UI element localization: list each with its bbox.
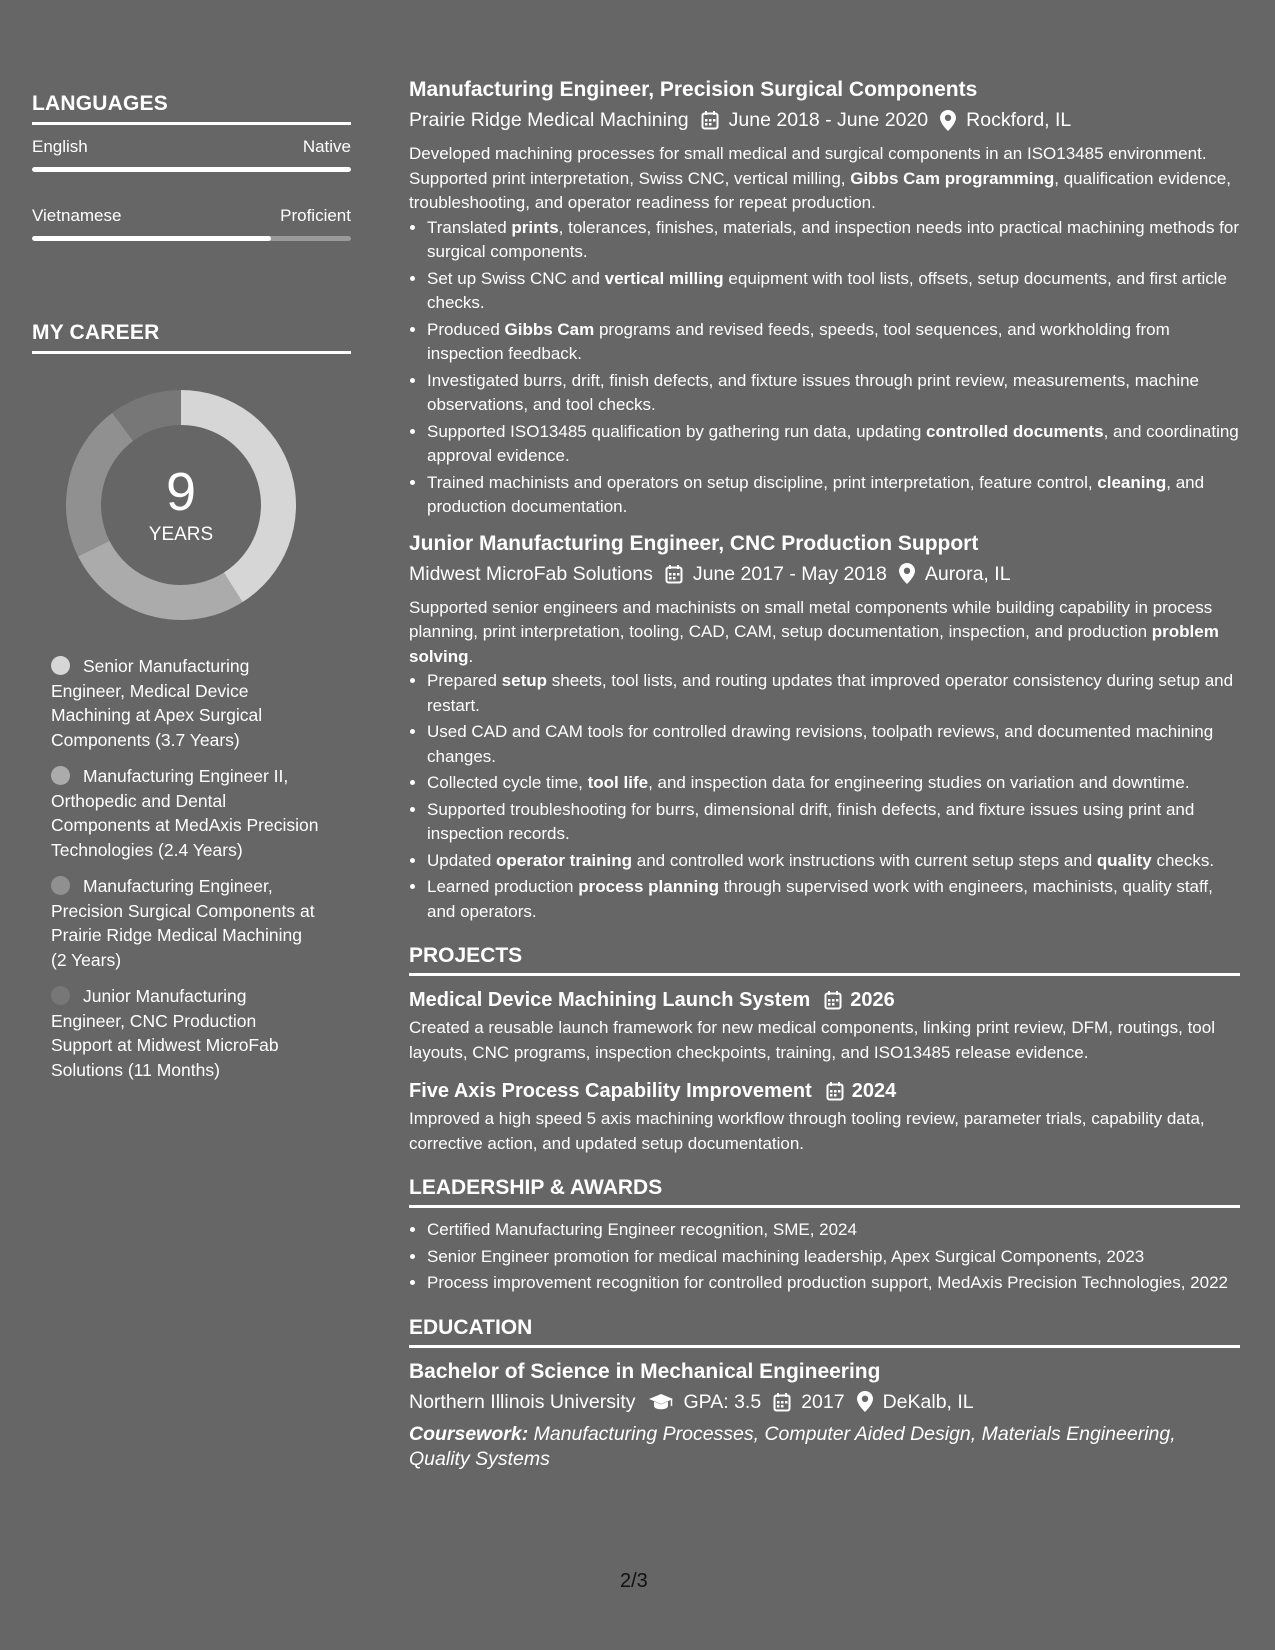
- career-legend-text: Manufacturing Engineer II, Orthopedic and Dental Components at MedAxis Precision Technologies (2.4 Years): [51, 766, 319, 860]
- education-year: 2017: [801, 1390, 845, 1413]
- language-vietnamese: [32, 206, 351, 241]
- job-bullet: • Investigated burrs, drift, finish defects, and fixture issues through print review, measurements, machine observations, and tool checks.: [427, 369, 1240, 418]
- language-english: [32, 137, 351, 172]
- job-description: Supported senior engineers and machinists on small metal components while building capability in process planning, print interpretation, tooling, CAD, CAM, setup documentation, inspection, and production problem solving.: [409, 597, 1219, 666]
- career-legend-item: [51, 874, 321, 972]
- language-name: Vietnamese: [32, 206, 122, 225]
- job-company: Prairie Ridge Medical Machining: [409, 109, 689, 131]
- legend-dot-icon: [51, 766, 70, 785]
- education-meta: [409, 1388, 1240, 1416]
- main-content: [409, 76, 1240, 1472]
- job-entry: [409, 76, 1240, 520]
- calendar-icon: [701, 110, 719, 130]
- job-bullets: [409, 216, 1240, 520]
- project-title: Medical Device Machining Launch System: [409, 989, 811, 1011]
- project-title: Five Axis Process Capability Improvement: [409, 1080, 812, 1102]
- language-level: Native: [302, 137, 351, 156]
- project-description: Improved a high speed 5 axis machining workflow through tooling review, parameter trials, capability data, corrective action, and updated setup documentation.: [409, 1109, 1205, 1153]
- language-level: Proficient: [280, 206, 351, 225]
- graduation-cap-icon: [648, 1393, 674, 1411]
- job-entry: [409, 530, 1240, 925]
- location-pin-icon: [857, 1391, 873, 1412]
- languages-heading: LANGUAGES: [32, 92, 351, 125]
- career-legend-item: [51, 984, 321, 1082]
- project-entry: [409, 1077, 1240, 1156]
- job-bullet: • Supported troubleshooting for burrs, dimensional drift, finish defects, and fixture issues using print and inspection records.: [427, 798, 1240, 847]
- language-name: English: [32, 137, 88, 156]
- job-bullet: • Translated prints, tolerances, finishes, materials, and inspection needs into practical machining methods for surgical components.: [427, 216, 1240, 265]
- job-location: Aurora, IL: [924, 562, 1011, 585]
- calendar-icon: [773, 1392, 791, 1412]
- job-title: Manufacturing Engineer, Precision Surgical Components: [409, 78, 978, 101]
- education-heading: EDUCATION: [409, 1316, 1240, 1348]
- career-heading: MY CAREER: [32, 321, 351, 354]
- job-bullet: • Collected cycle time, tool life, and inspection data for engineering studies on variation and downtime.: [427, 771, 1240, 796]
- project-title-row: [409, 1077, 1240, 1105]
- job-bullets: [409, 669, 1240, 924]
- education-gpa: GPA: 3.5: [683, 1390, 762, 1413]
- job-company: Midwest MicroFab Solutions: [409, 562, 653, 585]
- location-pin-icon: [940, 110, 956, 131]
- project-year: 2026: [850, 989, 895, 1011]
- coursework-list: Manufacturing Processes, Computer Aided Design, Materials Engineering, Quality Systems: [409, 1422, 1176, 1470]
- education-coursework: [409, 1422, 1240, 1472]
- career-total-label: YEARS: [148, 524, 214, 545]
- job-dates: June 2017 - May 2018: [692, 562, 887, 585]
- education-location: DeKalb, IL: [882, 1390, 974, 1413]
- education-degree: Bachelor of Science in Mechanical Engineering: [409, 1359, 881, 1383]
- job-bullet: • Set up Swiss CNC and vertical milling equipment with tool lists, offsets, setup documents, and first article checks.: [427, 267, 1240, 316]
- job-meta: [409, 560, 1240, 588]
- awards-heading: LEADERSHIP & AWARDS: [409, 1176, 1240, 1208]
- career-legend-text: Manufacturing Engineer, Precision Surgical Components at Prairie Ridge Medical Machining (2 Years): [51, 876, 315, 970]
- job-bullet: • Used CAD and CAM tools for controlled drawing revisions, toolpath reviews, and documented machining changes.: [427, 720, 1240, 769]
- calendar-icon: [665, 564, 683, 584]
- job-bullet: • Trained machinists and operators on setup discipline, print interpretation, feature control, cleaning, and production documentation.: [427, 471, 1240, 520]
- career-donut-chart: [66, 390, 296, 620]
- coursework-label: Coursework:: [409, 1422, 529, 1445]
- project-title-row: [409, 986, 1240, 1014]
- career-legend-text: Junior Manufacturing Engineer, CNC Production Support at Midwest MicroFab Solutions (11 Months): [51, 986, 279, 1080]
- career-total-years: 9: [165, 462, 197, 522]
- project-description: Created a reusable launch framework for new medical components, linking print review, DFM, routings, tool layouts, CNC programs, inspection checkpoints, training, and ISO13485 release evidence.: [409, 1018, 1215, 1062]
- job-title: Junior Manufacturing Engineer, CNC Production Support: [409, 531, 979, 555]
- legend-dot-icon: [51, 656, 70, 675]
- calendar-icon: [826, 1081, 844, 1101]
- legend-dot-icon: [51, 876, 70, 895]
- job-bullet: • Prepared setup sheets, tool lists, and routing updates that improved operator consistency during setup and restart.: [427, 669, 1240, 718]
- career-legend-item: [51, 764, 321, 862]
- job-location: Rockford, IL: [966, 109, 1072, 131]
- job-bullet: • Supported ISO13485 qualification by gathering run data, updating controlled documents, and coordinating approval evidence.: [427, 420, 1240, 469]
- education-school: Northern Illinois University: [409, 1390, 636, 1413]
- language-bar-fill: [32, 236, 271, 241]
- project-entry: [409, 986, 1240, 1065]
- job-bullet: • Updated operator training and controlled work instructions with current setup steps and quality checks.: [427, 849, 1240, 874]
- calendar-icon: [824, 990, 842, 1010]
- job-bullet: • Learned production process planning through supervised work with engineers, machinists, quality staff, and operators.: [427, 875, 1240, 924]
- location-pin-icon: [899, 563, 915, 584]
- language-bar: [32, 236, 351, 241]
- sidebar: [32, 92, 351, 1094]
- awards-list: [409, 1218, 1240, 1296]
- career-legend-item: [51, 654, 321, 752]
- award-item: • Process improvement recognition for controlled production support, MedAxis Precision Technologies, 2022: [427, 1271, 1240, 1296]
- legend-dot-icon: [51, 986, 70, 1005]
- page-number: 2/3: [620, 1570, 648, 1592]
- projects-heading: PROJECTS: [409, 944, 1240, 976]
- language-bar-fill: [32, 167, 351, 172]
- career-legend-text: Senior Manufacturing Engineer, Medical Device Machining at Apex Surgical Components (3.7 Years): [51, 656, 263, 750]
- award-item: • Senior Engineer promotion for medical machining leadership, Apex Surgical Components, 2023: [427, 1245, 1240, 1270]
- job-dates: June 2018 - June 2020: [728, 109, 929, 131]
- career-legend: [51, 654, 321, 1082]
- job-meta: [409, 106, 1240, 134]
- language-bar: [32, 167, 351, 172]
- project-year: 2024: [851, 1080, 897, 1102]
- job-bullet: • Produced Gibbs Cam programs and revised feeds, speeds, tool sequences, and workholding from inspection feedback.: [427, 318, 1240, 367]
- award-item: • Certified Manufacturing Engineer recognition, SME, 2024: [427, 1218, 1240, 1243]
- job-description: Developed machining processes for small medical and surgical components in an ISO13485 environment. Supported print interpretation, Swiss CNC, vertical milling, Gibbs Cam programming, qualification evidence, troubleshooting, and operator readiness for repeat production.: [409, 144, 1231, 212]
